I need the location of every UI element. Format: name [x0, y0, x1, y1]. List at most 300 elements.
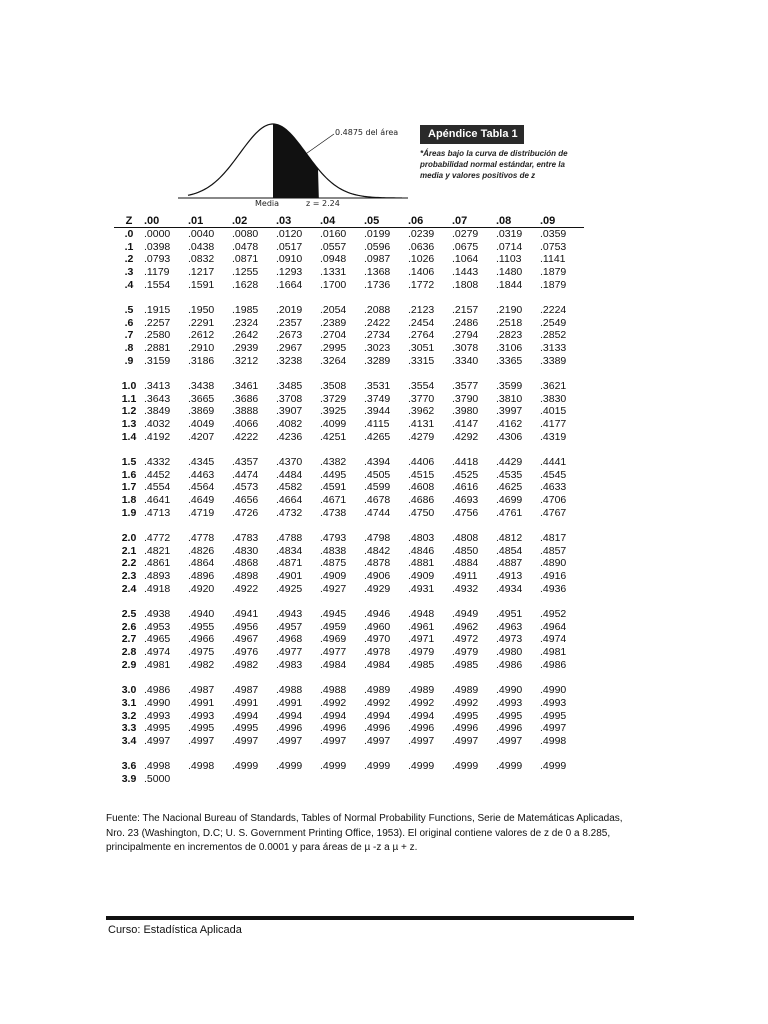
spacer-cell: [114, 444, 584, 457]
area-value-cell: .0987: [364, 253, 391, 266]
area-value-cell: .4992: [320, 696, 347, 709]
area-value-cell: .4616: [452, 481, 479, 494]
area-value-cell: .3133: [540, 342, 567, 355]
area-value-cell: .4998: [540, 734, 567, 747]
area-value-cell: .4738: [320, 506, 347, 519]
z-table-body: [114, 228, 584, 786]
area-value-cell: .4941: [232, 608, 259, 621]
area-value-cell: .4977: [320, 646, 347, 659]
area-value-cell: .4082: [276, 418, 303, 431]
area-value-cell: .3264: [320, 354, 347, 367]
area-value-cell: .4332: [144, 456, 171, 469]
table-row: [114, 570, 584, 583]
area-value-cell: .4972: [452, 633, 479, 646]
area-value-cell: .4931: [408, 582, 435, 595]
area-value-cell: .2422: [364, 316, 391, 329]
z-value-cell: 2.7: [121, 633, 137, 646]
area-value-cell: .4999: [408, 760, 435, 773]
column-header: .02: [232, 214, 276, 228]
area-value-cell: .1443: [452, 266, 479, 279]
area-value-cell: .0910: [276, 253, 303, 266]
area-value-cell: .4884: [452, 557, 479, 570]
area-value-cell: .2939: [232, 342, 259, 355]
area-value-cell: .4909: [408, 570, 435, 583]
area-value-cell: .4974: [540, 633, 567, 646]
area-value-cell: .4965: [144, 633, 171, 646]
area-value-cell: .1700: [320, 278, 347, 291]
area-value-cell: .4997: [540, 722, 567, 735]
area-value-cell: .2518: [496, 316, 523, 329]
area-value-cell: .4970: [364, 633, 391, 646]
area-value-cell: .4625: [496, 481, 523, 494]
area-value-cell: .4830: [232, 544, 259, 557]
area-value-cell: .4881: [408, 557, 435, 570]
table-row: [114, 532, 584, 545]
z-value-cell: 2.4: [121, 582, 137, 595]
area-label: 0.4875 del área: [335, 128, 399, 137]
spacer-cell: [114, 368, 584, 381]
area-value-cell: .4826: [188, 544, 215, 557]
area-value-cell: .4927: [320, 582, 347, 595]
area-value-cell: .4989: [364, 684, 391, 697]
area-value-cell: .4793: [320, 532, 347, 545]
table-row: [114, 697, 584, 710]
area-value-cell: .3599: [496, 380, 523, 393]
table-row: [114, 355, 584, 368]
z-value-cell: 1.1: [121, 392, 137, 405]
area-value-cell: .4861: [144, 557, 171, 570]
area-value-cell: .4995: [144, 722, 171, 735]
area-value-cell: .4887: [496, 557, 523, 570]
z-value-cell: 2.3: [121, 570, 137, 583]
area-value-cell: .0080: [232, 228, 259, 240]
area-value-cell: .4973: [496, 633, 523, 646]
area-value-cell: .1844: [496, 278, 523, 291]
area-value-cell: .4999: [496, 760, 523, 773]
area-value-cell: .4962: [452, 620, 479, 633]
area-value-cell: .4686: [408, 494, 435, 507]
area-value-cell: .4370: [276, 456, 303, 469]
area-value-cell: .4279: [408, 430, 435, 443]
area-value-cell: .4957: [276, 620, 303, 633]
area-value-cell: .4989: [452, 684, 479, 697]
group-spacer: [114, 748, 584, 761]
area-value-cell: .4996: [452, 722, 479, 735]
area-value-cell: .4778: [188, 532, 215, 545]
area-value-cell: .0160: [320, 228, 347, 240]
area-value-cell: .3078: [452, 342, 479, 355]
area-value-cell: .4998: [144, 760, 171, 773]
area-value-cell: .2454: [408, 316, 435, 329]
table-row: [114, 583, 584, 596]
area-value-cell: .4952: [540, 608, 567, 621]
source-citation: Fuente: The Nacional Bureau of Standards, Tables of Normal Probability Functions, Serie de Matemáticas Aplicadas, Nro. 23 (Washington, D.C; U. S. Government Printing Office, 1953). El original contiene valores de z de 0 a 8.285, principalmente en incrementos de 0.0001 y para áreas de µ -z a µ + z.: [106, 813, 623, 853]
area-value-cell: .4994: [276, 709, 303, 722]
area-value-cell: .2910: [188, 342, 215, 355]
area-value-cell: .2881: [144, 342, 171, 355]
area-value-cell: .4993: [144, 709, 171, 722]
area-value-cell: .4699: [496, 494, 523, 507]
area-value-cell: .4115: [364, 418, 390, 431]
table-row: [114, 507, 584, 520]
area-value-cell: .1026: [408, 253, 435, 266]
area-value-cell: .2190: [496, 304, 523, 317]
area-value-cell: .4991: [188, 696, 215, 709]
area-value-cell: .4990: [496, 684, 523, 697]
area-value-cell: .0557: [320, 240, 347, 253]
area-value-cell: .1808: [452, 278, 479, 291]
area-value-cell: .4767: [540, 506, 567, 519]
table-row: [114, 621, 584, 634]
group-spacer: [114, 444, 584, 457]
table-row: [114, 393, 584, 406]
area-value-cell: .4871: [276, 557, 303, 570]
z-value-cell: 3.1: [121, 696, 137, 709]
area-value-cell: .3186: [188, 354, 215, 367]
area-value-cell: .4913: [496, 570, 523, 583]
area-value-cell: .4982: [188, 658, 215, 671]
table-row: [114, 380, 584, 393]
table-row: [114, 684, 584, 697]
z-value-cell: 3.3: [121, 722, 137, 735]
area-value-cell: .4987: [232, 684, 259, 697]
area-value-cell: .4726: [232, 506, 259, 519]
area-value-cell: .4406: [408, 456, 435, 469]
area-value-cell: .4992: [408, 696, 435, 709]
z-value-cell: .2: [124, 253, 134, 266]
area-value-cell: .0239: [408, 228, 435, 240]
z-value-cell: 2.1: [121, 544, 137, 557]
area-value-cell: .4916: [540, 570, 567, 583]
area-value-cell: .4955: [188, 620, 215, 633]
area-value-cell: .4995: [188, 722, 215, 735]
area-value-cell: .4995: [452, 709, 479, 722]
area-value-cell: .1879: [540, 278, 567, 291]
area-value-cell: .4633: [540, 481, 567, 494]
area-value-cell: .2123: [408, 304, 435, 317]
area-value-cell: .3997: [496, 405, 523, 418]
area-value-cell: .1591: [188, 278, 215, 291]
area-value-cell: .4251: [320, 430, 347, 443]
area-value-cell: .4988: [276, 684, 303, 697]
area-value-cell: .4808: [452, 532, 479, 545]
appendix-description: *Áreas bajo la curva de distribución de probabilidad normal estándar, entre la media y valores positivos de z: [420, 149, 568, 180]
z-table: [114, 214, 584, 786]
area-value-cell: .2823: [496, 329, 523, 342]
table-row: [114, 481, 584, 494]
area-value-cell: .0714: [496, 240, 523, 253]
table-row: [114, 329, 584, 342]
area-value-cell: .4951: [496, 608, 523, 621]
area-value-cell: .4969: [320, 633, 347, 646]
area-value-cell: .4984: [320, 658, 347, 671]
area-value-cell: .3849: [144, 405, 171, 418]
area-value-cell: .0359: [540, 228, 567, 240]
area-value-cell: .4495: [320, 468, 347, 481]
area-value-cell: .4993: [188, 709, 215, 722]
area-value-cell: .4599: [364, 481, 391, 494]
area-value-cell: .4976: [232, 646, 259, 659]
table-row: [114, 710, 584, 723]
area-value-cell: .4986: [540, 658, 567, 671]
mean-label: Media: [255, 199, 280, 208]
area-value-cell: .0478: [232, 240, 259, 253]
area-value-cell: .4850: [452, 544, 479, 557]
area-value-cell: .2764: [408, 329, 435, 342]
area-value-cell: .4842: [364, 544, 391, 557]
area-value-cell: .4719: [188, 506, 215, 519]
area-value-cell: .1368: [364, 266, 391, 279]
area-value-cell: .4292: [452, 430, 479, 443]
z-table-header-row: [114, 214, 584, 228]
group-spacer: [114, 292, 584, 305]
area-value-cell: .4207: [188, 430, 215, 443]
area-leader-line: [300, 134, 334, 158]
area-value-cell: .4664: [276, 494, 303, 507]
z-value-cell: 1.0: [121, 380, 137, 393]
area-value-cell: .4906: [364, 570, 391, 583]
z-value-cell: 3.6: [121, 760, 137, 773]
area-value-cell: .4357: [232, 456, 259, 469]
area-value-cell: .4988: [320, 684, 347, 697]
area-value-cell: .4812: [496, 532, 523, 545]
area-value-cell: .3830: [540, 392, 567, 405]
area-value-cell: .0675: [452, 240, 479, 253]
table-row: [114, 317, 584, 330]
area-value-cell: .4846: [408, 544, 435, 557]
area-value-cell: .4896: [188, 570, 215, 583]
area-value-cell: .4066: [232, 418, 259, 431]
area-value-cell: .3925: [320, 405, 347, 418]
area-value-cell: .3665: [188, 392, 215, 405]
area-value-cell: .4968: [276, 633, 303, 646]
spacer-cell: [114, 520, 584, 533]
area-value-cell: .4131: [408, 418, 435, 431]
area-value-cell: .3212: [232, 354, 259, 367]
area-value-cell: .4418: [452, 456, 479, 469]
area-value-cell: .4756: [452, 506, 479, 519]
area-value-cell: .4995: [232, 722, 259, 735]
area-value-cell: .4929: [364, 582, 391, 595]
area-value-cell: .4015: [540, 405, 567, 418]
area-value-cell: .4997: [144, 734, 171, 747]
area-value-cell: .2157: [452, 304, 479, 317]
area-value-cell: .3315: [408, 354, 435, 367]
table-row: [114, 342, 584, 355]
z-value-cell: 1.7: [121, 481, 137, 494]
z-value-cell: 3.0: [121, 684, 137, 697]
area-value-cell: .0120: [276, 228, 303, 240]
area-value-cell: .1217: [188, 266, 215, 279]
area-value-cell: .4554: [144, 481, 171, 494]
area-value-cell: .4834: [276, 544, 303, 557]
table-row: [114, 545, 584, 558]
area-value-cell: .4515: [408, 468, 435, 481]
area-value-cell: .4838: [320, 544, 347, 557]
area-value-cell: .1406: [408, 266, 435, 279]
area-value-cell: .2580: [144, 329, 171, 342]
area-value-cell: .4985: [408, 658, 435, 671]
z-value-cell: .4: [124, 278, 134, 291]
area-value-cell: .4985: [452, 658, 479, 671]
area-value-cell: .2389: [320, 316, 347, 329]
area-value-cell: .4997: [364, 734, 391, 747]
table-row: [114, 633, 584, 646]
z-value-cell: 2.5: [121, 608, 137, 621]
area-value-cell: .1879: [540, 266, 567, 279]
area-value-cell: .3962: [408, 405, 435, 418]
area-value-cell: .4986: [496, 658, 523, 671]
area-value-cell: .4999: [320, 760, 347, 773]
area-value-cell: .4932: [452, 582, 479, 595]
area-value-cell: .1736: [364, 278, 391, 291]
column-header: .00: [144, 214, 188, 228]
table-row: [114, 469, 584, 482]
area-value-cell: .3159: [144, 354, 171, 367]
footer-rule: [106, 916, 634, 920]
z-value-cell: 2.6: [121, 620, 137, 633]
area-value-cell: .4945: [320, 608, 347, 621]
area-value-cell: .4732: [276, 506, 303, 519]
area-value-cell: .3749: [364, 392, 391, 405]
area-value-cell: .4750: [408, 506, 435, 519]
area-value-cell: .4591: [320, 481, 347, 494]
z-value-cell: 2.0: [121, 532, 137, 545]
area-value-cell: .4474: [232, 468, 259, 481]
table-row: [114, 608, 584, 621]
area-value-cell: .4345: [188, 456, 215, 469]
area-value-cell: .4925: [276, 582, 303, 595]
area-value-cell: .4980: [496, 646, 523, 659]
z-value-cell: 1.9: [121, 506, 137, 519]
group-spacer: [114, 368, 584, 381]
table-row: [114, 279, 584, 292]
area-value-cell: .4991: [232, 696, 259, 709]
table-row: [114, 228, 584, 241]
area-value-cell: .2054: [320, 304, 347, 317]
area-value-cell: .4964: [540, 620, 567, 633]
area-value-cell: .4992: [452, 696, 479, 709]
area-value-cell: .4441: [540, 456, 567, 469]
area-value-cell: .0398: [144, 240, 171, 253]
area-value-cell: .4582: [276, 481, 303, 494]
table-row: [114, 735, 584, 748]
area-value-cell: .2704: [320, 329, 347, 342]
z-value-cell: .3: [124, 266, 134, 279]
course-footer: Curso: Estadística Aplicada: [108, 924, 242, 936]
area-value-cell: .2019: [276, 304, 303, 317]
area-value-cell: .3888: [232, 405, 259, 418]
area-value-cell: .4967: [232, 633, 259, 646]
z-value-cell: 1.4: [121, 430, 137, 443]
area-value-cell: .4911: [452, 570, 478, 583]
area-value-cell: .4573: [232, 481, 259, 494]
area-value-cell: .4974: [144, 646, 171, 659]
column-header: .07: [452, 214, 496, 228]
area-value-cell: .4997: [320, 734, 347, 747]
z-value-cell: 1.5: [121, 456, 137, 469]
area-value-cell: .4857: [540, 544, 567, 557]
area-value-cell: .2224: [540, 304, 567, 317]
area-value-cell: .4996: [276, 722, 303, 735]
table-row: [114, 456, 584, 469]
column-header: .05: [364, 214, 408, 228]
area-value-cell: .4177: [540, 418, 567, 431]
area-value-cell: .3340: [452, 354, 479, 367]
area-value-cell: .4993: [540, 696, 567, 709]
table-row: [114, 659, 584, 672]
area-value-cell: .0438: [188, 240, 215, 253]
area-value-cell: .3907: [276, 405, 303, 418]
area-value-cell: .3508: [320, 380, 347, 393]
area-value-cell: .4878: [364, 557, 391, 570]
area-value-cell: .3643: [144, 392, 171, 405]
area-value-cell: .4994: [232, 709, 259, 722]
area-value-cell: .4997: [496, 734, 523, 747]
area-value-cell: .4761: [496, 506, 523, 519]
area-value-cell: .0040: [188, 228, 215, 240]
area-value-cell: .4999: [452, 760, 479, 773]
area-value-cell: .1985: [232, 304, 259, 317]
area-value-cell: .4049: [188, 418, 215, 431]
area-value-cell: .4898: [232, 570, 259, 583]
area-value-cell: .4978: [364, 646, 391, 659]
area-value-cell: .4975: [188, 646, 215, 659]
z-value-cell: 1.8: [121, 494, 137, 507]
area-value-cell: .0517: [276, 240, 303, 253]
area-value-cell: .4192: [144, 430, 171, 443]
table-row: [114, 304, 584, 317]
area-value-cell: .4940: [188, 608, 215, 621]
area-value-cell: .4803: [408, 532, 435, 545]
area-value-cell: .4997: [408, 734, 435, 747]
area-value-cell: .4713: [144, 506, 171, 519]
group-spacer: [114, 672, 584, 685]
area-value-cell: .4997: [232, 734, 259, 747]
area-value-cell: .4996: [496, 722, 523, 735]
area-value-cell: .3686: [232, 392, 259, 405]
area-value-cell: .4505: [364, 468, 391, 481]
area-value-cell: .4783: [232, 532, 259, 545]
table-row: [114, 241, 584, 254]
area-value-cell: .3485: [276, 380, 303, 393]
group-spacer: [114, 596, 584, 609]
area-value-cell: .0636: [408, 240, 435, 253]
appendix-title: Apéndice Tabla 1: [420, 125, 524, 144]
area-value-cell: .3289: [364, 354, 391, 367]
table-row: [114, 773, 584, 786]
area-value-cell: .4995: [540, 709, 567, 722]
area-value-cell: .1141: [540, 253, 566, 266]
area-value-cell: .4934: [496, 582, 523, 595]
table-row: [114, 760, 584, 773]
area-value-cell: .4545: [540, 468, 567, 481]
z-value-cell: .5: [124, 304, 134, 317]
area-value-cell: .4997: [276, 734, 303, 747]
area-value-cell: .4960: [364, 620, 391, 633]
area-value-cell: .4649: [188, 494, 215, 507]
area-value-cell: .3461: [232, 380, 259, 393]
area-value-cell: .1915: [144, 304, 171, 317]
column-header: .09: [540, 214, 584, 228]
area-value-cell: .4989: [408, 684, 435, 697]
area-value-cell: .4998: [188, 760, 215, 773]
area-value-cell: .3980: [452, 405, 479, 418]
area-value-cell: .3554: [408, 380, 435, 393]
area-value-cell: .2612: [188, 329, 215, 342]
z-value-cell: 3.4: [121, 734, 137, 747]
area-value-cell: .4854: [496, 544, 523, 557]
